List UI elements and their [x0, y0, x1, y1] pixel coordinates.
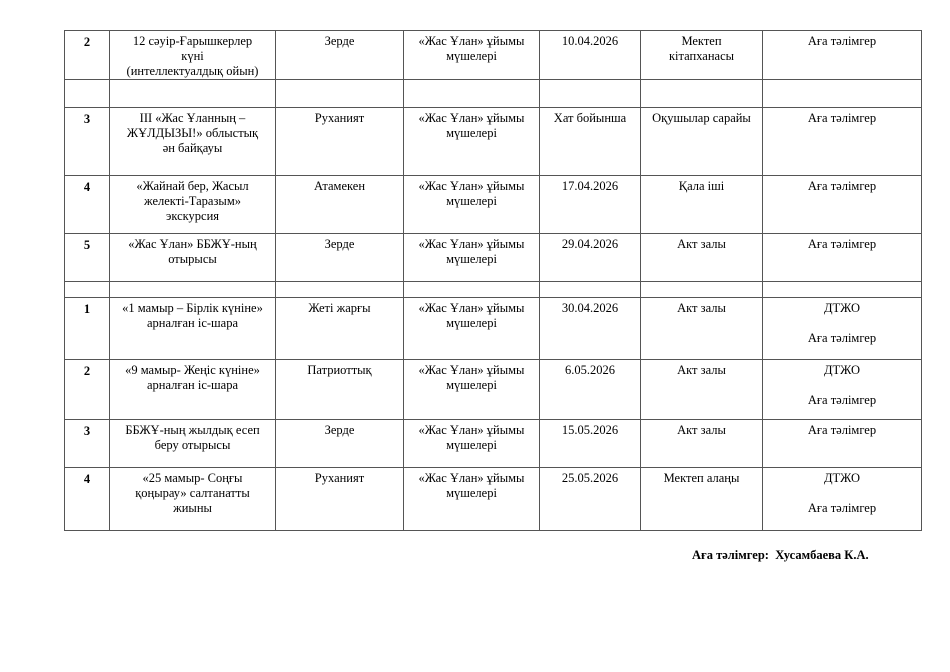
cell-line: Аға тәлімгер: [807, 331, 877, 345]
event-name-cell: [110, 420, 276, 468]
table-row: [65, 31, 922, 80]
cell-line: ДТЖО: [823, 301, 861, 315]
cell-line: арналған іс-шара: [146, 378, 239, 392]
cell-line: арналған іс-шара: [146, 316, 239, 330]
cell-line: кітапханасы: [668, 49, 735, 63]
date-cell: [540, 176, 641, 234]
cell-line: Руханият: [314, 111, 365, 125]
responsible-cell: [763, 108, 922, 176]
date-cell: [540, 31, 641, 80]
cell-line: Жеті жарғы: [308, 301, 371, 315]
cell-line: ДТЖО: [823, 471, 861, 485]
cell-line: Аға тәлімгер: [807, 237, 877, 251]
cell-line: Зерде: [324, 423, 355, 437]
cell-line: отырысы: [168, 252, 217, 266]
cell-line: «Жас Ұлан» ББЖҰ-ның: [128, 237, 257, 251]
responsible-cell: [763, 234, 922, 282]
cell-line: «Жас Ұлан» ұйымы: [418, 363, 525, 377]
cell-line: 6.05.2026: [565, 363, 615, 377]
signature: [692, 548, 869, 563]
responsible-cell: [763, 80, 922, 108]
cell-line: «Жас Ұлан» ұйымы: [418, 237, 525, 251]
cell-line: мүшелері: [446, 378, 497, 392]
cell-line: күні: [181, 49, 204, 63]
cell-line: 30.04.2026: [561, 301, 619, 315]
table-row: [65, 108, 922, 176]
table-row: [65, 298, 922, 360]
event-name-cell: [110, 282, 276, 298]
cell-line: 29.04.2026: [561, 237, 619, 251]
cell-line: мүшелері: [446, 316, 497, 330]
cell-line: 17.04.2026: [561, 179, 619, 193]
place-cell: [641, 234, 763, 282]
cell-line: 25.05.2026: [561, 471, 619, 485]
cell-line: Оқушылар сарайы: [652, 111, 751, 125]
date-cell: [540, 360, 641, 420]
cell-line: Хат бойынша: [553, 111, 627, 125]
cell-line: ДТЖО: [823, 363, 861, 377]
blank-row: [65, 80, 922, 108]
cell-line: «Жайнай бер, Жасыл: [136, 179, 249, 193]
cell-line: Аға тәлімгер: [807, 501, 877, 515]
table-row: [65, 176, 922, 234]
cell-line: Аға тәлімгер: [807, 34, 877, 48]
participants-cell: [404, 80, 540, 108]
row-number-cell: 4: [65, 176, 110, 234]
participants-cell: [404, 298, 540, 360]
cell-line: желекті-Таразым»: [144, 194, 241, 208]
cell-line: «Жас Ұлан» ұйымы: [418, 471, 525, 485]
cell-line: Зерде: [324, 237, 355, 251]
direction-cell: [276, 108, 404, 176]
cell-line: ІІІ «Жас Ұланның –: [139, 111, 246, 125]
place-cell: [641, 420, 763, 468]
responsible-cell: [763, 468, 922, 531]
cell-line: Мектеп алаңы: [663, 471, 740, 485]
row-number-cell: 2: [65, 360, 110, 420]
cell-line: қоңырау» салтанатты: [135, 486, 250, 500]
date-cell: [540, 468, 641, 531]
place-cell: [641, 298, 763, 360]
event-name-cell: [110, 360, 276, 420]
row-number-cell: 3: [65, 108, 110, 176]
responsible-cell: [763, 298, 922, 360]
date-cell: [540, 298, 641, 360]
participants-cell: [404, 468, 540, 531]
event-name-cell: [110, 176, 276, 234]
place-cell: [641, 80, 763, 108]
cell-line: «25 мамыр- Соңғы: [142, 471, 243, 485]
place-cell: [641, 31, 763, 80]
date-cell: [540, 282, 641, 298]
row-number-cell: 3: [65, 420, 110, 468]
cell-line: Акт залы: [677, 301, 726, 315]
cell-line: беру отырысы: [154, 438, 231, 452]
table-row: [65, 468, 922, 531]
cell-line: мүшелері: [446, 194, 497, 208]
place-cell: [641, 468, 763, 531]
responsible-cell: [763, 31, 922, 80]
direction-cell: [276, 468, 404, 531]
cell-line: Аға тәлімгер: [807, 111, 877, 125]
signature-name: Хусамбаева К.А.: [775, 548, 869, 562]
responsible-cell: [763, 360, 922, 420]
row-number-cell: 2: [65, 31, 110, 80]
signature-label: Аға тәлімгер:: [692, 548, 769, 562]
cell-line: жиыны: [173, 501, 212, 515]
cell-line: Атамекен: [313, 179, 366, 193]
direction-cell: [276, 176, 404, 234]
cell-line: мүшелері: [446, 252, 497, 266]
cell-line: 12 сәуір-Ғарышкерлер: [132, 34, 253, 48]
cell-line: [766, 316, 918, 331]
date-cell: [540, 108, 641, 176]
cell-line: [766, 486, 918, 501]
cell-line: Патриоттық: [307, 363, 372, 377]
date-cell: [540, 234, 641, 282]
cell-line: «1 мамыр – Бірлік күніне»: [122, 301, 263, 315]
table-row: [65, 420, 922, 468]
event-name-cell: [110, 468, 276, 531]
place-cell: [641, 108, 763, 176]
row-number-cell: [65, 80, 110, 108]
event-name-cell: [110, 298, 276, 360]
participants-cell: [404, 234, 540, 282]
participants-cell: [404, 31, 540, 80]
cell-line: 15.05.2026: [561, 423, 619, 437]
cell-line: мүшелері: [446, 486, 497, 500]
participants-cell: [404, 108, 540, 176]
event-name-cell: [110, 234, 276, 282]
cell-line: [766, 378, 918, 393]
date-cell: [540, 420, 641, 468]
event-name-cell: [110, 108, 276, 176]
responsible-cell: [763, 176, 922, 234]
cell-line: Акт залы: [677, 363, 726, 377]
cell-line: Акт залы: [677, 237, 726, 251]
cell-line: ЖҰЛДЫЗЫ!» облыстық: [126, 126, 259, 140]
participants-cell: [404, 360, 540, 420]
table-row: [65, 234, 922, 282]
cell-line: «Жас Ұлан» ұйымы: [418, 301, 525, 315]
place-cell: [641, 176, 763, 234]
events-table: [64, 30, 922, 531]
cell-line: Қала іші: [678, 179, 725, 193]
place-cell: [641, 360, 763, 420]
event-name-cell: [110, 80, 276, 108]
cell-line: «9 мамыр- Жеңіс күніне»: [125, 363, 260, 377]
cell-line: ББЖҰ-ның жылдық есеп: [125, 423, 260, 437]
direction-cell: [276, 282, 404, 298]
direction-cell: [276, 420, 404, 468]
cell-line: мүшелері: [446, 126, 497, 140]
event-name-cell: [110, 31, 276, 80]
row-number-cell: 1: [65, 298, 110, 360]
cell-line: Аға тәлімгер: [807, 393, 877, 407]
direction-cell: [276, 31, 404, 80]
responsible-cell: [763, 420, 922, 468]
cell-line: Аға тәлімгер: [807, 179, 877, 193]
cell-line: Зерде: [324, 34, 355, 48]
cell-line: (интеллектуалдық ойын): [126, 64, 259, 78]
participants-cell: [404, 420, 540, 468]
cell-line: Мектеп: [681, 34, 722, 48]
cell-line: «Жас Ұлан» ұйымы: [418, 111, 525, 125]
cell-line: Аға тәлімгер: [807, 423, 877, 437]
participants-cell: [404, 176, 540, 234]
cell-line: «Жас Ұлан» ұйымы: [418, 423, 525, 437]
direction-cell: [276, 234, 404, 282]
cell-line: мүшелері: [446, 49, 497, 63]
row-number-cell: [65, 282, 110, 298]
participants-cell: [404, 282, 540, 298]
cell-line: «Жас Ұлан» ұйымы: [418, 179, 525, 193]
cell-line: 10.04.2026: [561, 34, 619, 48]
cell-line: экскурсия: [165, 209, 220, 223]
place-cell: [641, 282, 763, 298]
direction-cell: [276, 360, 404, 420]
responsible-cell: [763, 282, 922, 298]
direction-cell: [276, 298, 404, 360]
cell-line: «Жас Ұлан» ұйымы: [418, 34, 525, 48]
blank-row: [65, 282, 922, 298]
cell-line: ән байқауы: [162, 141, 223, 155]
row-number-cell: 5: [65, 234, 110, 282]
cell-line: мүшелері: [446, 438, 497, 452]
direction-cell: [276, 80, 404, 108]
date-cell: [540, 80, 641, 108]
cell-line: Акт залы: [677, 423, 726, 437]
cell-line: Руханият: [314, 471, 365, 485]
table-row: [65, 360, 922, 420]
row-number-cell: 4: [65, 468, 110, 531]
